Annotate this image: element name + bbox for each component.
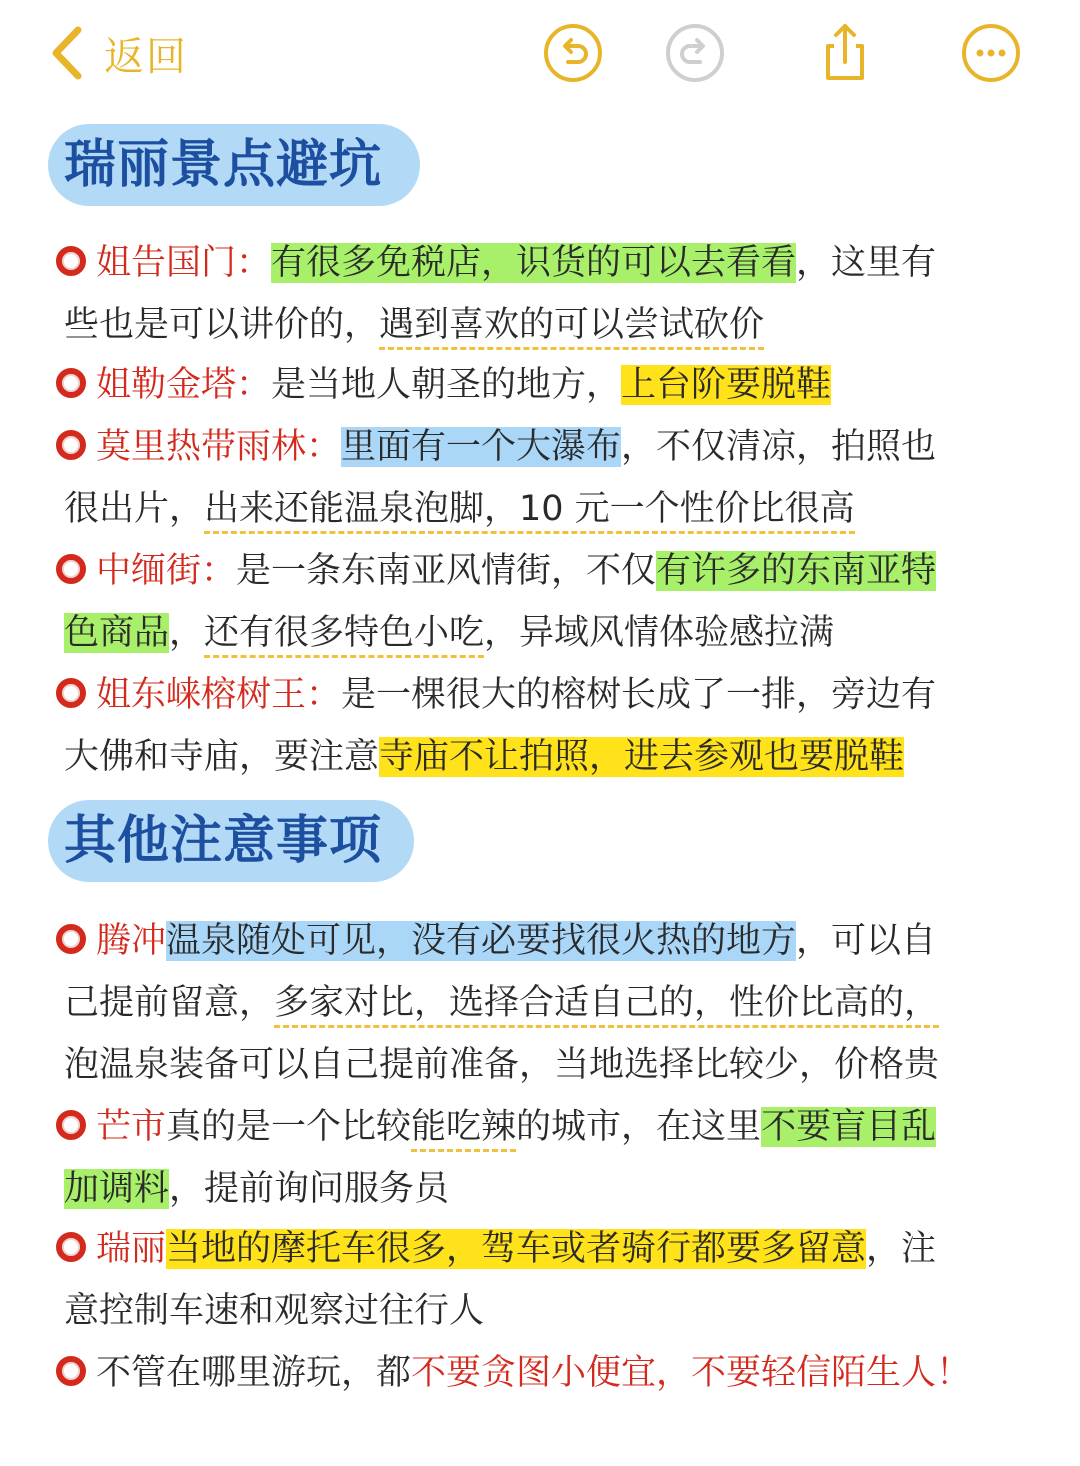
share-button[interactable] [814,22,876,84]
text: ，这里有 [796,243,937,283]
bullet-circle-icon [56,1232,86,1262]
text: 的城市，在这里 [516,1107,762,1147]
text: 是一条东南亚风情街，不仅 [236,551,657,591]
undo-button[interactable] [542,22,604,84]
text: 泡温泉装备可以自己提前准备，当地选择比较少，价格贵 [64,1045,940,1085]
section-title-scenic-spots [48,124,382,206]
title-text: 其他注意事项 [64,811,383,871]
highlight-text: 加调料 [64,1169,170,1209]
highlight-text: 温泉随处可见，没有必要找很火热的地方 [166,921,797,961]
bullet-circle-icon [56,430,86,460]
text: ， [169,613,205,653]
section-title-other-notes [48,800,382,882]
underlined-text: 出来还能温泉泡脚，10 元一个性价比很高 [204,489,855,534]
highlight-text: 上台阶要脱鞋 [621,365,832,405]
bullet-circle-icon [56,246,86,276]
bullet-circle-icon [56,1110,86,1140]
item-name: 瑞丽 [96,1229,167,1269]
list-item-line [64,1034,939,1096]
underlined-text: 遇到喜欢的可以尝试砍价 [379,305,764,350]
text: 意控制车速和观察过往行人 [64,1291,485,1331]
text: ，异域风情体验感拉满 [484,613,835,653]
bullet-circle-icon [56,1356,86,1386]
chevron-left-icon [48,24,88,82]
text: ，可以自 [796,921,937,961]
highlight-text: 色商品 [64,613,170,653]
list-item-line [56,664,936,726]
item-name: 芒市 [96,1107,167,1147]
underlined-text: 还有很多特色小吃 [204,613,484,658]
back-button[interactable] [48,24,188,82]
text: ，不仅清凉，拍照也 [621,427,937,467]
list-item-line [64,726,904,788]
list-item-line [56,1218,936,1280]
bullet-circle-icon [56,368,86,398]
redo-button[interactable] [664,22,726,84]
item-name: 姐东崃榕树王： [96,675,342,715]
text: 些也是可以讲价的， [64,305,380,345]
list-item-line [64,1280,484,1342]
bullet-circle-icon [56,924,86,954]
text: ，提前询问服务员 [169,1169,450,1209]
item-name: 莫里热带雨林： [96,427,342,467]
title-text: 瑞丽景点避坑 [64,135,383,195]
share-icon [814,22,876,84]
highlight-text: 有很多免税店，识货的可以去看看 [271,243,797,283]
list-item-line [64,602,834,664]
list-item-line [56,1342,971,1404]
highlight-text: 有许多的东南亚特 [656,551,937,591]
back-label: 返回 [104,33,188,80]
item-name: 姐勒金塔： [96,365,272,405]
text: 大佛和寺庙，要注意 [64,737,380,777]
highlight-text: 不要盲目乱 [761,1107,937,1147]
text: 真的是一个比较 [166,1107,412,1147]
list-item-line [64,972,939,1034]
list-item-line [56,232,936,294]
highlight-text: 寺庙不让拍照，进去参观也要脱鞋 [379,737,905,777]
bullet-circle-icon [56,554,86,584]
highlight-text: 里面有一个大瀑布 [341,427,622,467]
text: 很出片， [64,489,205,529]
item-name: 腾冲 [96,921,167,961]
underlined-text: 能吃辣 [411,1107,516,1152]
item-name: 姐告国门： [96,243,272,283]
text: ，注 [866,1229,937,1269]
list-item-line [56,354,831,416]
undo-icon [542,22,604,84]
list-item-line [64,478,855,540]
warning-text: 不要贪图小便宜，不要轻信陌生人！ [411,1353,972,1393]
highlight-text: 当地的摩托车很多，驾车或者骑行都要多留意 [166,1229,867,1269]
list-item-line [64,294,764,356]
text: 己提前留意， [64,983,275,1023]
item-name: 中缅街： [96,551,237,591]
underlined-text: 多家对比，选择合适自己的，性价比高的， [274,983,939,1028]
list-item-line [64,1158,449,1220]
more-icon [960,22,1022,84]
text: 不管在哪里游玩，都 [96,1353,412,1393]
list-item-line [56,910,936,972]
text: 是当地人朝圣的地方， [271,365,622,405]
list-item-line [56,1096,936,1158]
bullet-circle-icon [56,678,86,708]
list-item-line [56,540,936,602]
text: 是一棵很大的榕树长成了一排，旁边有 [341,675,937,715]
more-button[interactable] [960,22,1022,84]
redo-icon [664,22,726,84]
list-item-line [56,416,936,478]
toolbar [0,0,1080,110]
